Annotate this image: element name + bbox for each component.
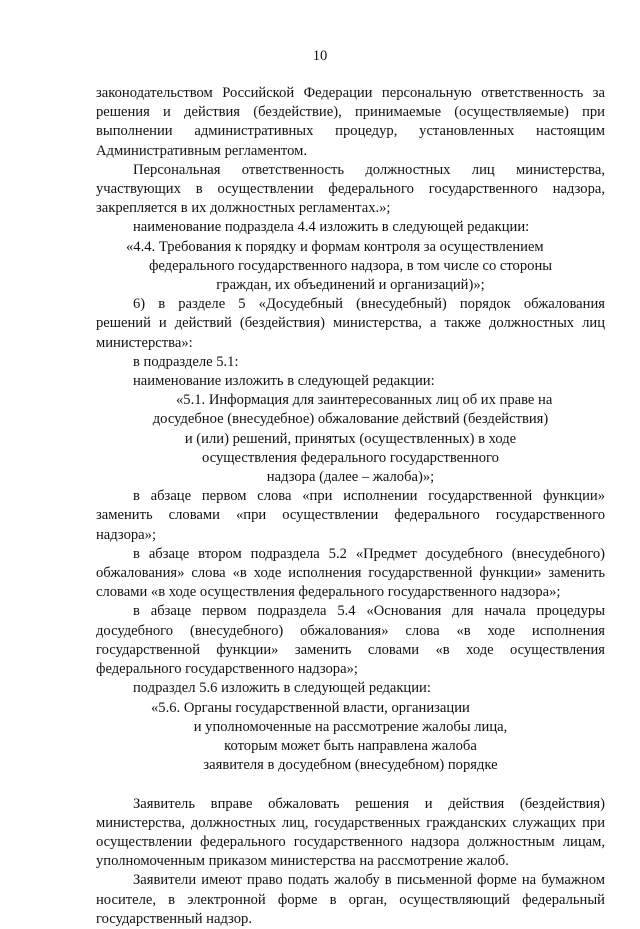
text-line: Заявители имеют право подать жалобу в письменной форме на бумажном [133, 872, 605, 889]
text-line: наименование изложить в следующей редакции: [133, 373, 435, 390]
text-line: федерального государственного надзора»; [96, 661, 358, 678]
page-number: 10 [312, 48, 328, 64]
text-line: закрепляется в их должностных регламентах.»; [96, 200, 391, 217]
text-line: государственной функции» заменить словами «в ходе осуществления [96, 641, 605, 658]
text-line: осуществлении федерального государственного надзора должностным лицам, [96, 833, 605, 850]
document-body [96, 84, 605, 929]
text-line: в абзаце первом слова «при исполнении государственной функции» [133, 488, 605, 505]
quote-line: осуществления федерального государственного [202, 449, 499, 466]
quote-line: досудебное (внесудебное) обжалование действий (бездействия) [152, 411, 549, 428]
text-line: наименование подраздела 4.4 изложить в следующей редакции: [133, 219, 530, 236]
quote-line: и уполномоченные на рассмотрение жалобы лица, [193, 718, 508, 735]
text-line: в абзаце первом подраздела 5.4 «Основания для начала процедуры [133, 603, 605, 620]
blank-line [96, 775, 605, 794]
text-line: Персональная ответственность должностных лиц министерства, [133, 161, 605, 178]
text-line: досудебного (внесудебного) обжалования» слова «в ходе исполнения [96, 622, 605, 639]
text-line: заменить словами «при осуществлении федерального государственного [96, 507, 605, 524]
text-line: решений и действий (бездействия) министерства, а также должностных лиц [96, 315, 605, 332]
text-line: подраздел 5.6 изложить в следующей редакции: [133, 680, 431, 697]
quote-line: «4.4. Требования к порядку и формам контроля за осуществлением [126, 238, 544, 255]
quote-line: «5.1. Информация для заинтересованных лиц об их праве на [176, 392, 553, 409]
text-line: министерства, должностных лиц, государственных гражданских служащих при [96, 814, 605, 831]
quote-line: которым может быть направлена жалоба [224, 737, 477, 754]
quote-line: граждан, их объединений и организаций)»; [216, 277, 485, 294]
text-line: государственный надзор. [96, 910, 252, 927]
text-line: Административным регламентом. [96, 142, 308, 159]
quote-line: надзора (далее – жалоба)»; [266, 469, 435, 486]
quote-line: федерального государственного надзора, в том числе со стороны [148, 257, 553, 274]
text-line: Заявитель вправе обжаловать решения и действия (бездействия) [133, 795, 605, 812]
text-line: 6) в разделе 5 «Досудебный (внесудебный) порядок обжалования [133, 296, 605, 313]
text-line: обжалования» слова «в ходе исполнения государственной функции» заменить [96, 565, 605, 582]
text-line: словами «в ходе осуществления федерального государственного надзора»; [96, 584, 561, 601]
quote-line: и (или) решений, принятых (осуществленных) в ходе [184, 430, 517, 447]
text-line: носителе, в электронной форме в орган, осуществляющий федеральный [96, 891, 605, 908]
text-line: министерства»: [96, 334, 193, 351]
text-line: уполномоченным приказом министерства на рассмотрение жалоб. [96, 853, 509, 870]
text-line: в подразделе 5.1: [133, 353, 239, 370]
text-line: в абзаце втором подраздела 5.2 «Предмет досудебного (внесудебного) [133, 545, 605, 562]
quote-line: «5.6. Органы государственной власти, организации [151, 699, 470, 716]
text-line: решения и действия (бездействие), принимаемые (осуществляемые) при [96, 104, 605, 121]
text-line: выполнении административных процедур, установленных настоящим [96, 123, 605, 140]
quote-line: заявителя в досудебном (внесудебном) порядке [203, 757, 498, 774]
text-line: участвующих в осуществлении федерального государственного надзора, [96, 181, 605, 198]
text-line: законодательством Российской Федерации персональную ответственность за [96, 85, 605, 101]
text-line: надзора»; [96, 526, 156, 543]
